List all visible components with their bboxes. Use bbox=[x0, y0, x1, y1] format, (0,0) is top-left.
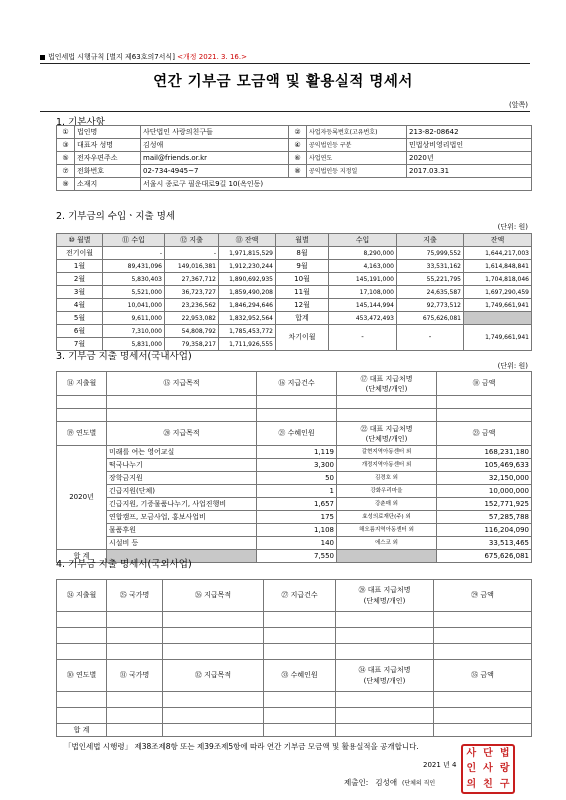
field-label: 대표자 성명 bbox=[75, 139, 141, 152]
expense-cell: 54,808,792 bbox=[165, 325, 219, 338]
expense-cell: 22,953,082 bbox=[165, 312, 219, 325]
recipient-cell: 에스코 외 bbox=[337, 537, 437, 550]
submitter-suffix: (단체의 직인 bbox=[401, 780, 436, 787]
count-cell: 140 bbox=[257, 537, 337, 550]
month-cell: 7월 bbox=[57, 338, 103, 351]
blank-cell bbox=[257, 409, 337, 422]
count-cell: 175 bbox=[257, 511, 337, 524]
seal-char: 사 bbox=[483, 763, 493, 775]
amount-cell: 105,469,633 bbox=[437, 459, 532, 472]
col-header: ㉖ 지급목적 bbox=[163, 580, 264, 612]
col-header: ㉕ 국가명 bbox=[107, 580, 163, 612]
domestic-row bbox=[57, 485, 532, 498]
field-label: 전화번호 bbox=[75, 165, 141, 178]
field-number: ② bbox=[289, 126, 307, 139]
field-label: 공익법인등 구분 bbox=[307, 139, 407, 152]
expense-cell: 33,531,162 bbox=[397, 260, 464, 273]
blank-cell bbox=[336, 708, 434, 724]
col-header-month: ⑩ 월별 bbox=[57, 234, 103, 247]
expense-cell: 23,236,562 bbox=[165, 299, 219, 312]
month-cell: 11월 bbox=[276, 286, 329, 299]
col-header: ㉛ 국가명 bbox=[107, 660, 163, 692]
income-row bbox=[57, 299, 532, 312]
balance-cell: 1,644,217,003 bbox=[464, 247, 532, 260]
seal-char: 의 bbox=[466, 778, 477, 790]
balance-cell: 1,785,453,772 bbox=[219, 325, 276, 338]
recipient-cell: 강화우리마을 bbox=[337, 485, 437, 498]
amount-cell: 152,771,925 bbox=[437, 498, 532, 511]
blank-cell bbox=[336, 628, 434, 644]
expense-cell: 79,358,217 bbox=[165, 338, 219, 351]
col-header: ⑯ 지급건수 bbox=[257, 372, 337, 396]
purpose-cell: 떡국나누기 bbox=[107, 459, 257, 472]
blank-cell bbox=[163, 612, 264, 628]
field-value: mail@friends.or.kr bbox=[141, 152, 289, 165]
submitter-name: 김성애 bbox=[375, 778, 398, 787]
blank-cell bbox=[336, 612, 434, 628]
revision-note: <개정 2021. 3. 16.> bbox=[177, 53, 247, 61]
income-cell: - bbox=[329, 325, 397, 351]
col-header-month: 월별 bbox=[276, 234, 329, 247]
purpose-cell: 시설비 등 bbox=[107, 537, 257, 550]
blank-cell bbox=[264, 724, 336, 737]
blank-cell bbox=[264, 628, 336, 644]
recipient-cell: 강춘매 외 bbox=[337, 498, 437, 511]
overseas-blank-row bbox=[57, 628, 532, 644]
income-cell: 145,144,994 bbox=[329, 299, 397, 312]
info-row bbox=[57, 139, 532, 152]
overseas-header-row-2 bbox=[57, 660, 532, 692]
balance-cell: 1,704,818,046 bbox=[464, 273, 532, 286]
col-header: ㉙ 금액 bbox=[434, 580, 532, 612]
month-cell: 10월 bbox=[276, 273, 329, 286]
balance-cell bbox=[464, 312, 532, 325]
seal-char: 인 bbox=[466, 763, 477, 775]
col-header: ⑱ 금액 bbox=[437, 372, 532, 396]
domestic-row bbox=[57, 446, 532, 459]
seal-char: 구 bbox=[499, 778, 510, 790]
income-row bbox=[57, 325, 532, 338]
domestic-expense-table bbox=[56, 371, 532, 563]
expense-cell: 149,016,381 bbox=[165, 260, 219, 273]
overseas-header-row-1 bbox=[57, 580, 532, 612]
blank-cell bbox=[163, 692, 264, 708]
blank-cell bbox=[264, 612, 336, 628]
income-row bbox=[57, 312, 532, 325]
expense-cell: 24,635,587 bbox=[397, 286, 464, 299]
blank-cell bbox=[264, 644, 336, 660]
seal-char: 단 bbox=[483, 748, 493, 759]
col-header: ㉔ 지출월 bbox=[57, 580, 107, 612]
col-header-expense: 지출 bbox=[397, 234, 464, 247]
section2-unit: (단위: 원) bbox=[497, 223, 528, 231]
col-header: ㉑ 수혜인원 bbox=[257, 422, 337, 446]
income-cell: 453,472,493 bbox=[329, 312, 397, 325]
col-header-balance: 잔액 bbox=[464, 234, 532, 247]
field-number: ⑨ bbox=[57, 178, 75, 191]
balance-cell: 1,749,661,941 bbox=[464, 299, 532, 312]
col-header-line: (단체명/개인) bbox=[365, 384, 408, 393]
balance-cell: 1,859,490,208 bbox=[219, 286, 276, 299]
purpose-cell: 연합캠프, 모금사업, 홍보사업비 bbox=[107, 511, 257, 524]
col-header-line: ㉘ 대표 지급처명 bbox=[358, 585, 411, 594]
amount-cell: 57,285,788 bbox=[437, 511, 532, 524]
domestic-row bbox=[57, 472, 532, 485]
recipient-cell: 해오름지역아동센터 외 bbox=[337, 524, 437, 537]
page-title: 연간 기부금 모금액 및 활용실적 명세서 bbox=[153, 74, 413, 90]
domestic-row bbox=[57, 537, 532, 550]
seal-char: 랑 bbox=[499, 763, 510, 775]
field-value: 213-82-08642 bbox=[407, 126, 532, 139]
blank-cell bbox=[163, 708, 264, 724]
blank-cell bbox=[107, 724, 163, 737]
col-header bbox=[336, 580, 434, 612]
blank-cell bbox=[163, 724, 264, 737]
field-number: ⑤ bbox=[57, 152, 75, 165]
blank-cell bbox=[434, 708, 532, 724]
recipient-cell: 김경호 외 bbox=[337, 472, 437, 485]
section3-unit: (단위: 원) bbox=[497, 362, 528, 370]
col-header-income: 수입 bbox=[329, 234, 397, 247]
expense-cell: - bbox=[397, 325, 464, 351]
field-number: ③ bbox=[57, 139, 75, 152]
expense-cell: 75,999,552 bbox=[397, 247, 464, 260]
blank-cell bbox=[107, 612, 163, 628]
field-number: ⑧ bbox=[289, 165, 307, 178]
col-header-line: ⑰ 대표 지급처명 bbox=[360, 374, 413, 383]
col-header: ㉓ 금액 bbox=[437, 422, 532, 446]
section4-title: 4. 기부금 지출 명세서(국외사업) bbox=[56, 559, 192, 570]
field-number: ⑦ bbox=[57, 165, 75, 178]
blank-cell bbox=[107, 644, 163, 660]
month-cell: 차기이월 bbox=[276, 325, 329, 351]
submitter-line bbox=[344, 777, 435, 788]
field-label: 사업자등록번호(고유번호) bbox=[307, 126, 407, 139]
domestic-blank-row bbox=[57, 396, 532, 409]
income-expense-table bbox=[56, 233, 532, 351]
col-header: ㉜ 지급목적 bbox=[163, 660, 264, 692]
info-row bbox=[57, 126, 532, 139]
shaded-cell bbox=[337, 550, 437, 563]
purpose-cell: 미래를 여는 영어교실 bbox=[107, 446, 257, 459]
income-cell: 5,521,000 bbox=[103, 286, 165, 299]
col-header-balance: ⑬ 잔액 bbox=[219, 234, 276, 247]
balance-cell: 1,890,692,935 bbox=[219, 273, 276, 286]
purpose-cell: 장학금지원 bbox=[107, 472, 257, 485]
blank-cell bbox=[336, 644, 434, 660]
expense-cell: 92,773,512 bbox=[397, 299, 464, 312]
blank-cell bbox=[434, 644, 532, 660]
field-value: 2017.03.31 bbox=[407, 165, 532, 178]
blank-cell bbox=[257, 396, 337, 409]
overseas-total-row bbox=[57, 724, 532, 737]
amount-cell: 33,513,465 bbox=[437, 537, 532, 550]
income-row bbox=[57, 260, 532, 273]
amount-cell: 116,204,090 bbox=[437, 524, 532, 537]
count-cell: 3,300 bbox=[257, 459, 337, 472]
col-header bbox=[336, 660, 434, 692]
blank-cell bbox=[107, 628, 163, 644]
domestic-row bbox=[57, 498, 532, 511]
purpose-cell: 물품후원 bbox=[107, 524, 257, 537]
info-row bbox=[57, 165, 532, 178]
year-cell: 2020년 bbox=[57, 446, 107, 550]
col-header bbox=[337, 372, 437, 396]
income-cell: 8,290,000 bbox=[329, 247, 397, 260]
month-cell: 2월 bbox=[57, 273, 103, 286]
amount-cell: 168,231,180 bbox=[437, 446, 532, 459]
income-row bbox=[57, 273, 532, 286]
month-cell: 8월 bbox=[276, 247, 329, 260]
info-row bbox=[57, 152, 532, 165]
field-number: ① bbox=[57, 126, 75, 139]
count-cell: 1,119 bbox=[257, 446, 337, 459]
footer-statement: 「법인세법 시행령」 제38조제8항 또는 제39조제5항에 따라 연간 기부금 모금액 및 활용실적을 공개합니다. bbox=[64, 742, 419, 751]
square-bullet-icon bbox=[40, 55, 45, 60]
domestic-row bbox=[57, 524, 532, 537]
total-count: 7,550 bbox=[257, 550, 337, 563]
blank-cell bbox=[163, 644, 264, 660]
field-number: ④ bbox=[289, 139, 307, 152]
total-label: 합 계 bbox=[57, 550, 107, 563]
income-row bbox=[57, 247, 532, 260]
blank-cell bbox=[107, 409, 257, 422]
month-cell: 6월 bbox=[57, 325, 103, 338]
income-cell: 17,108,000 bbox=[329, 286, 397, 299]
info-row-address bbox=[57, 178, 532, 191]
month-cell: 1월 bbox=[57, 260, 103, 273]
blank-cell bbox=[107, 692, 163, 708]
blank-cell bbox=[437, 396, 532, 409]
income-cell: 145,191,000 bbox=[329, 273, 397, 286]
blank-cell bbox=[434, 724, 532, 737]
balance-cell: 1,697,290,459 bbox=[464, 286, 532, 299]
balance-cell: 1,912,230,244 bbox=[219, 260, 276, 273]
organization-seal bbox=[461, 744, 515, 794]
month-cell: 3월 bbox=[57, 286, 103, 299]
income-cell: 5,831,000 bbox=[103, 338, 165, 351]
expense-cell: 675,626,081 bbox=[397, 312, 464, 325]
expense-cell: 36,723,727 bbox=[165, 286, 219, 299]
blank-cell bbox=[336, 724, 434, 737]
income-cell: 10,041,000 bbox=[103, 299, 165, 312]
blank-cell bbox=[337, 409, 437, 422]
field-value: 02-734-4945~7 bbox=[141, 165, 289, 178]
domestic-blank-row bbox=[57, 409, 532, 422]
basic-info-table bbox=[56, 125, 532, 191]
balance-cell: 1,832,952,564 bbox=[219, 312, 276, 325]
income-header-row bbox=[57, 234, 532, 247]
blank-cell bbox=[57, 708, 107, 724]
blank-cell bbox=[107, 396, 257, 409]
total-label: 합 계 bbox=[57, 724, 107, 737]
month-cell: 4월 bbox=[57, 299, 103, 312]
field-value: 서울시 종로구 필운대로9길 10(옥인동) bbox=[141, 178, 532, 191]
blank-cell bbox=[434, 612, 532, 628]
blank-cell bbox=[336, 692, 434, 708]
field-value: 2020년 bbox=[407, 152, 532, 165]
expense-cell: 55,221,795 bbox=[397, 273, 464, 286]
col-header-line: ㉞ 대표 지급처명 bbox=[358, 665, 411, 674]
blank-cell bbox=[437, 409, 532, 422]
balance-cell: 1,711,926,555 bbox=[219, 338, 276, 351]
section1-title: 1. 기본사항 bbox=[56, 117, 105, 128]
amount-cell: 10,000,000 bbox=[437, 485, 532, 498]
section2-title: 2. 기부금의 수입ㆍ지출 명세 bbox=[56, 211, 176, 222]
seal-char: 친 bbox=[483, 778, 493, 790]
income-cell: 4,163,000 bbox=[329, 260, 397, 273]
col-header-income: ⑪ 수입 bbox=[103, 234, 165, 247]
col-header: ㉟ 금액 bbox=[434, 660, 532, 692]
blank-cell bbox=[57, 628, 107, 644]
seal-char: 사 bbox=[466, 748, 477, 759]
blank-cell bbox=[57, 644, 107, 660]
balance-cell: 1,846,294,646 bbox=[219, 299, 276, 312]
col-header: ⑲ 연도별 bbox=[57, 422, 107, 446]
income-cell: 5,830,403 bbox=[103, 273, 165, 286]
col-header-expense: ⑫ 지출 bbox=[165, 234, 219, 247]
overseas-blank-row bbox=[57, 708, 532, 724]
blank-cell bbox=[264, 692, 336, 708]
income-cell: 89,431,096 bbox=[103, 260, 165, 273]
balance-cell: 1,614,848,841 bbox=[464, 260, 532, 273]
domestic-row bbox=[57, 459, 532, 472]
expense-cell: 27,367,712 bbox=[165, 273, 219, 286]
page-side-note: (앞쪽) bbox=[509, 101, 528, 109]
field-label: 법인명 bbox=[75, 126, 141, 139]
domestic-header-row-2 bbox=[57, 422, 532, 446]
col-header: ⑳ 지급목적 bbox=[107, 422, 257, 446]
field-label: 전자우편주소 bbox=[75, 152, 141, 165]
field-number: ⑥ bbox=[289, 152, 307, 165]
overseas-blank-row bbox=[57, 612, 532, 628]
month-cell: 12월 bbox=[276, 299, 329, 312]
month-cell: 합계 bbox=[276, 312, 329, 325]
blank-cell bbox=[434, 692, 532, 708]
blank-cell bbox=[434, 628, 532, 644]
col-header bbox=[337, 422, 437, 446]
recipient-cell: 효성의료재단(주) 외 bbox=[337, 511, 437, 524]
income-cell: 9,611,000 bbox=[103, 312, 165, 325]
blank-cell bbox=[264, 708, 336, 724]
domestic-header-row-1 bbox=[57, 372, 532, 396]
count-cell: 50 bbox=[257, 472, 337, 485]
recipient-cell: 갈현지역아동센터 외 bbox=[337, 446, 437, 459]
balance-cell: 1,971,815,529 bbox=[219, 247, 276, 260]
col-header: ⑭ 지출월 bbox=[57, 372, 107, 396]
blank-cell bbox=[57, 409, 107, 422]
blank-cell bbox=[163, 628, 264, 644]
form-info: 법인세법 시행규칙 [별지 제63호의7서식] bbox=[48, 53, 175, 61]
col-header-line: (단체명/개인) bbox=[363, 596, 406, 605]
amount-cell: 32,150,000 bbox=[437, 472, 532, 485]
blank-cell bbox=[57, 396, 107, 409]
month-cell: 9월 bbox=[276, 260, 329, 273]
field-label: 소재지 bbox=[75, 178, 141, 191]
purpose-cell: 긴급지원, 기증물품나누기, 사업진행비 bbox=[107, 498, 257, 511]
submitter-label: 제출인: bbox=[344, 778, 369, 787]
col-header: ㉗ 지급건수 bbox=[264, 580, 336, 612]
blank-cell bbox=[107, 708, 163, 724]
blank-cell bbox=[337, 396, 437, 409]
col-header: ⑮ 지급목적 bbox=[107, 372, 257, 396]
col-header-line: (단체명/개인) bbox=[365, 434, 408, 443]
overseas-expense-table bbox=[56, 579, 532, 737]
total-amount: 675,626,081 bbox=[437, 550, 532, 563]
field-label: 공익법인등 지정일 bbox=[307, 165, 407, 178]
field-label: 사업연도 bbox=[307, 152, 407, 165]
seal-char: 법 bbox=[499, 748, 510, 759]
header-divider bbox=[40, 63, 530, 64]
income-cell: 7,310,000 bbox=[103, 325, 165, 338]
count-cell: 1,108 bbox=[257, 524, 337, 537]
col-header: ㉚ 연도별 bbox=[57, 660, 107, 692]
overseas-blank-row bbox=[57, 692, 532, 708]
col-header: ㉝ 수혜인원 bbox=[264, 660, 336, 692]
field-value: 김성애 bbox=[141, 139, 289, 152]
overseas-blank-row bbox=[57, 644, 532, 660]
count-cell: 1 bbox=[257, 485, 337, 498]
income-cell: - bbox=[103, 247, 165, 260]
field-value: 민법상비영리법인 bbox=[407, 139, 532, 152]
section3-title: 3. 기부금 지출 명세서(국내사업) bbox=[56, 351, 192, 362]
col-header-line: ㉒ 대표 지급처명 bbox=[360, 424, 413, 433]
form-header bbox=[40, 52, 247, 62]
submit-date: 2021 년 4 bbox=[423, 761, 457, 769]
purpose-cell: 긴급지원(단체) bbox=[107, 485, 257, 498]
month-cell: 전기이월 bbox=[57, 247, 103, 260]
expense-cell: - bbox=[165, 247, 219, 260]
field-value: 사단법인 사랑의친구들 bbox=[141, 126, 289, 139]
domestic-row bbox=[57, 511, 532, 524]
col-header-line: (단체명/개인) bbox=[363, 676, 406, 685]
blank-cell bbox=[57, 612, 107, 628]
balance-cell: 1,749,661,941 bbox=[464, 325, 532, 351]
count-cell: 1,657 bbox=[257, 498, 337, 511]
income-row bbox=[57, 286, 532, 299]
recipient-cell: 개정지역아동센터 외 bbox=[337, 459, 437, 472]
blank-cell bbox=[57, 692, 107, 708]
title-divider bbox=[40, 111, 530, 112]
month-cell: 5월 bbox=[57, 312, 103, 325]
